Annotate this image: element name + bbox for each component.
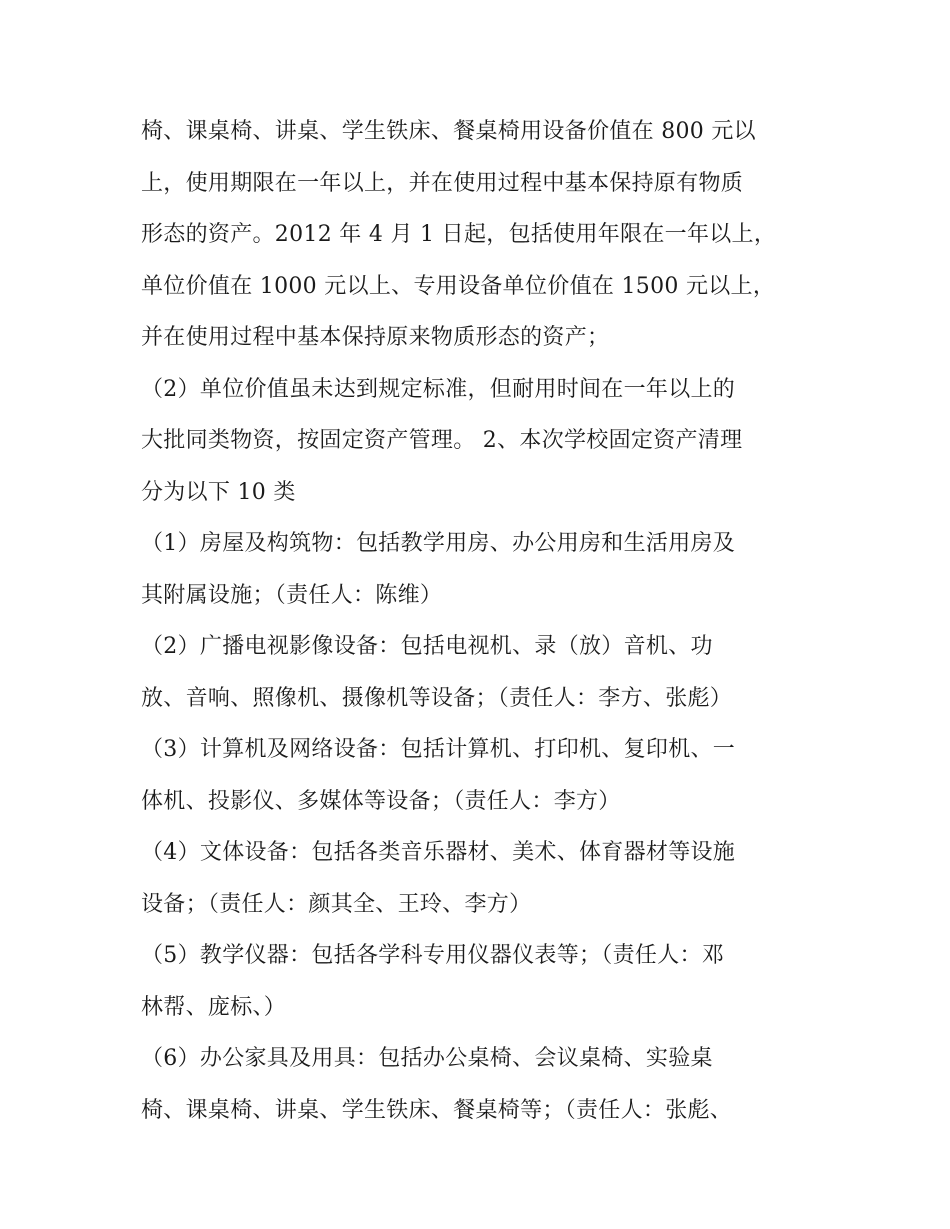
text-line: 上，使用期限在一年以上，并在使用过程中基本保持原有物质 bbox=[141, 170, 744, 196]
text-line: 体机、投影仪、多媒体等设备；（责任人：李方） bbox=[141, 788, 621, 814]
text-line: 设备；（责任人：颜其全、王玲、李方） bbox=[141, 891, 532, 917]
text-line: 大批同类物资，按固定资产管理。 2、本次学校固定资产清理 bbox=[141, 428, 743, 453]
text-line: 椅、课桌椅、讲桌、学生铁床、餐桌椅用设备价值在 800 元以 bbox=[141, 119, 756, 144]
text-line: 分为以下 10 类 bbox=[141, 479, 296, 505]
text-line: （6）办公家具及用具：包括办公桌椅、会议桌椅、实验桌 bbox=[141, 1046, 713, 1071]
text-line: （2）广播电视影像设备：包括电视机、录（放）音机、功 bbox=[141, 634, 713, 659]
text-line: （4）文体设备：包括各类音乐器材、美术、体育器材等设施 bbox=[141, 840, 736, 865]
text-line: 形态的资产。2012 年 4 月 1 日起，包括使用年限在一年以上， bbox=[141, 222, 777, 247]
text-line: 其附属设施；（责任人：陈维） bbox=[141, 582, 443, 608]
text-line: 单位价值在 1000 元以上、专用设备单位价值在 1500 元以上， bbox=[141, 273, 776, 299]
text-line: 放、音响、照像机、摄像机等设备；（责任人：李方、张彪） bbox=[141, 685, 733, 711]
text-line: 椅、课桌椅、讲桌、学生铁床、餐桌椅等；（责任人：张彪、 bbox=[141, 1097, 733, 1123]
text-line: 林帮、庞标、） bbox=[141, 994, 287, 1020]
document-body bbox=[141, 106, 821, 1136]
text-line: （1）房屋及构筑物：包括教学用房、办公用房和生活用房及 bbox=[141, 531, 736, 556]
text-line: （2）单位价值虽未达到规定标准，但耐用时间在一年以上的 bbox=[141, 376, 736, 402]
text-line: （3）计算机及网络设备：包括计算机、打印机、复印机、一 bbox=[141, 737, 736, 762]
text-line: 并在使用过程中基本保持原来物质形态的资产； bbox=[141, 325, 610, 350]
text-line: （5）教学仪器：包括各学科专用仪器仪表等；（责任人：邓 bbox=[141, 943, 725, 968]
